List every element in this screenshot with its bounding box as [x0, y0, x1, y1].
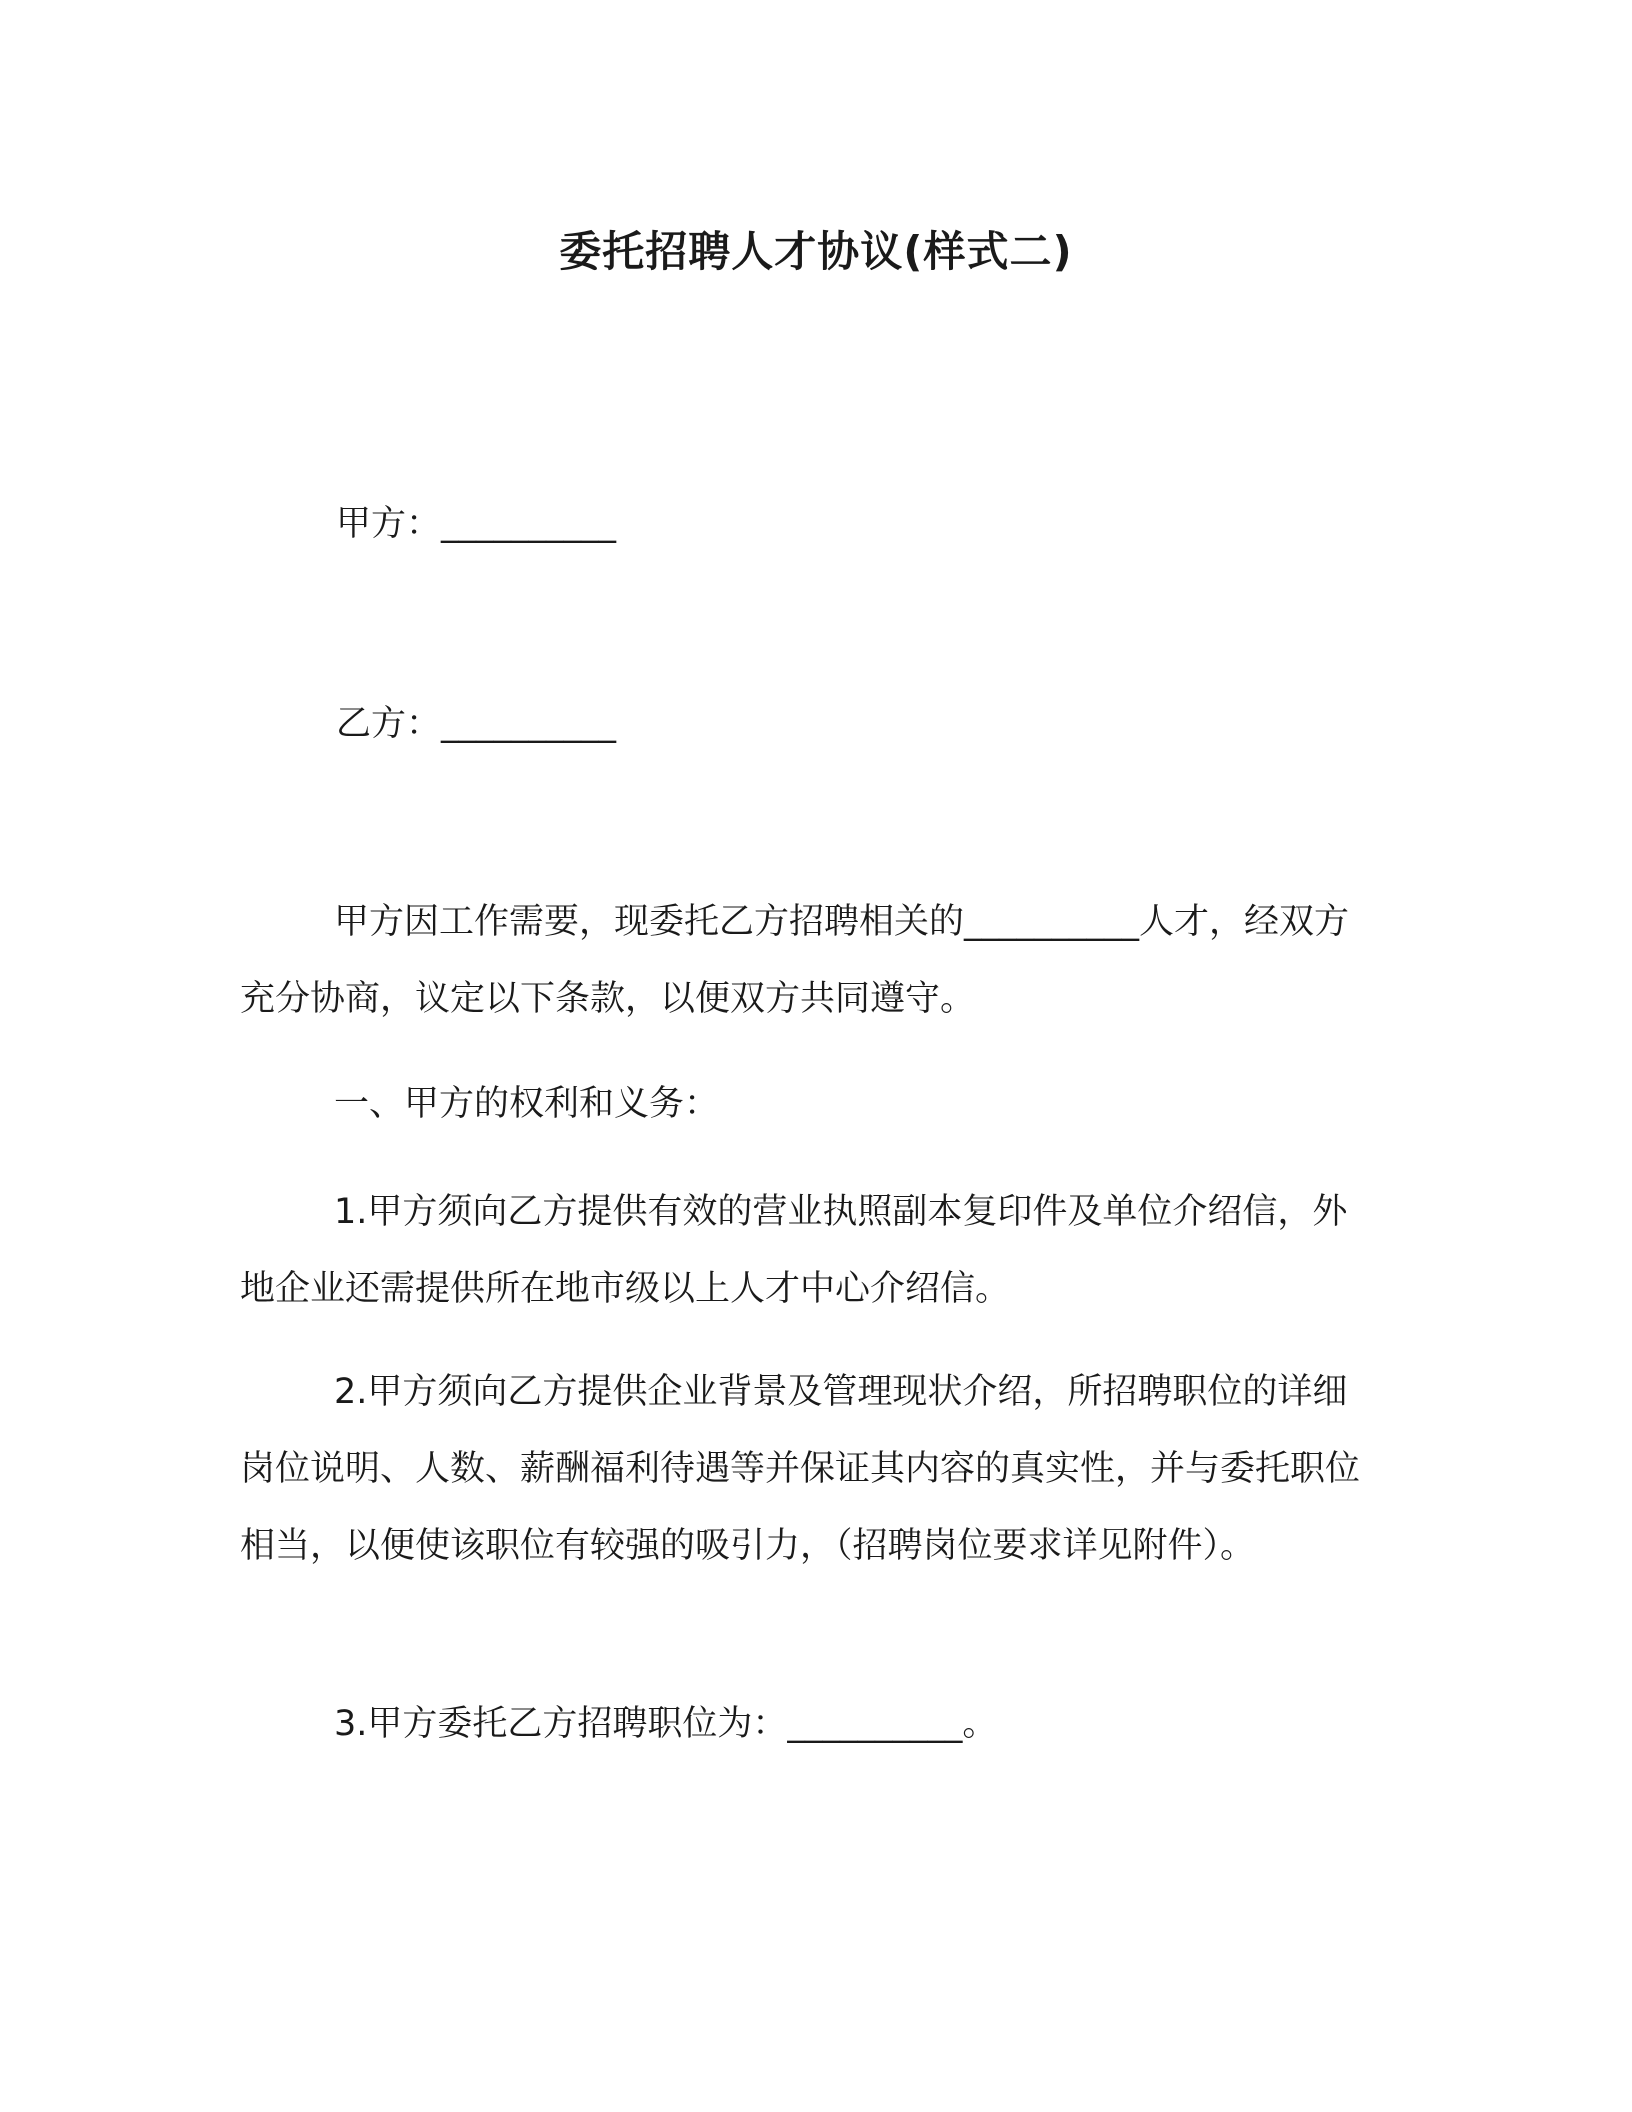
section-1-heading: 一、甲方的权利和义务： [334, 1084, 720, 1124]
intro-paragraph [240, 884, 1380, 1038]
party-a-blank: __________ [441, 504, 617, 544]
clause-2: 2.甲方须向乙方提供企业背景及管理现状介绍，所招聘职位的详细岗位说明、人数、薪酬福利待遇等并保证其内容的真实性，并与委托职位相当，以便使该职位有较强的吸引力，（招聘岗位要求详见附件）。 [240, 1372, 1361, 1566]
party-a-line [336, 500, 616, 548]
clause-3 [240, 1686, 1380, 1763]
party-b-label: 乙方： [336, 704, 442, 744]
intro-text-before: 甲方因工作需要，现委托乙方招聘相关的 [334, 902, 965, 942]
clause-1: 1.甲方须向乙方提供有效的营业执照副本复印件及单位介绍信，外地企业还需提供所在地市级以上人才中心介绍信。 [240, 1192, 1348, 1309]
intro-text-after: 人才，经双方充分协商，议定以下条款，以便双方共同遵守。 [240, 902, 1350, 1019]
clause-3-text-after: 。 [962, 1704, 998, 1744]
party-b-blank: __________ [441, 704, 617, 744]
position-blank: __________ [787, 1704, 963, 1744]
document-title: 委托招聘人才协议(样式二) [559, 227, 1073, 276]
clause-3-text-before: 3.甲方委托乙方招聘职位为： [334, 1704, 788, 1744]
talent-type-blank: __________ [964, 902, 1140, 942]
party-a-label: 甲方： [336, 504, 442, 544]
party-b-line [336, 700, 616, 748]
